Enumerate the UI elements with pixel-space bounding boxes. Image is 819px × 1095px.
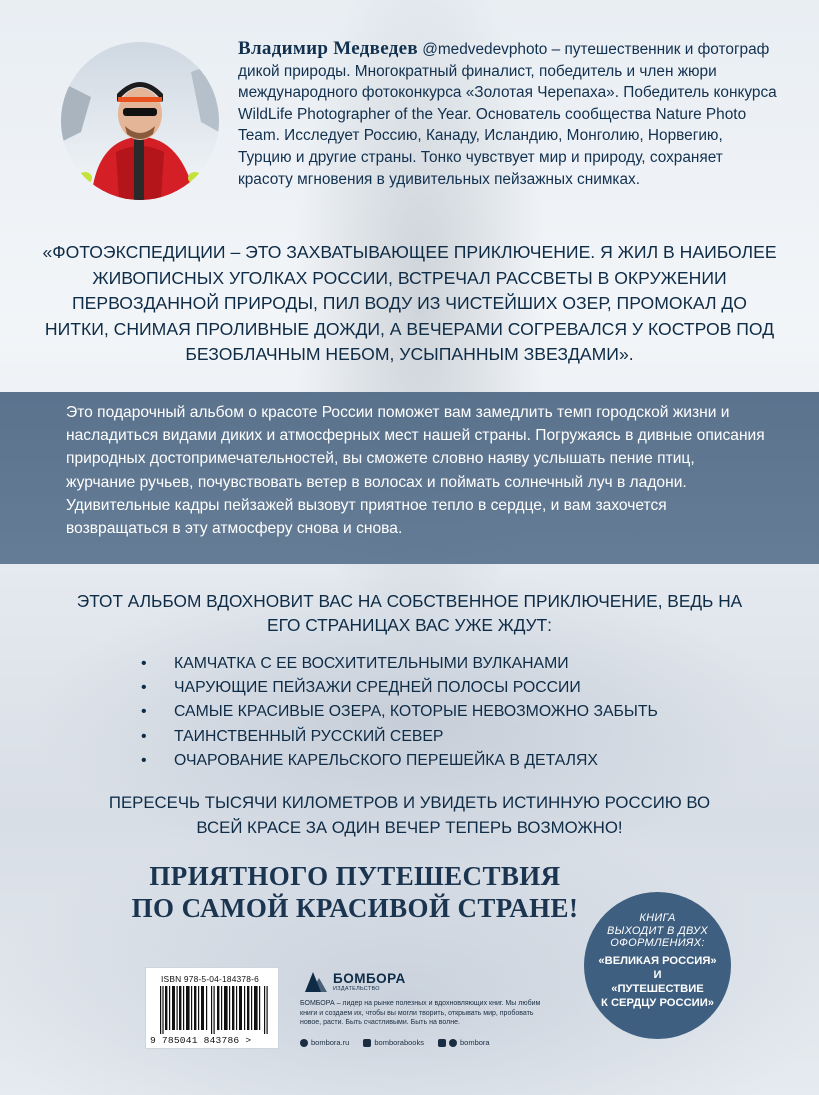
list-item: • КАМЧАТКА С ЕЕ ВОСХИТИТЕЛЬНЫМИ ВУЛКАНАМИ [141,652,701,676]
bullet-icon: • [141,751,147,769]
closing-statement: ПЕРЕСЕЧЬ ТЫСЯЧИ КИЛОМЕТРОВ И УВИДЕТЬ ИСТИННУЮ РОССИЮ ВО ВСЕЙ КРАСЕ ЗА ОДИН ВЕЧЕР ТЕПЕРЬ ВОЗМОЖНО! [108,793,711,837]
bullet-icon: • [141,703,147,721]
list-item: • САМЫЕ КРАСИВЫЕ ОЗЕРА, КОТОРЫЕ НЕВОЗМОЖНО ЗАБЫТЬ [141,700,701,724]
author-photo [61,42,219,200]
author-bio [238,38,778,190]
tagline-line-2: ПО САМОЙ КРАСИВОЙ СТРАНЕ! [131,893,579,923]
list-item: • ТАИНСТВЕННЫЙ РУССКИЙ СЕВЕР [141,725,701,749]
bullet-icon: • [141,679,147,697]
tagline [90,860,620,924]
publisher-subtitle: ИЗДАТЕЛЬСТВО [333,986,380,992]
publisher-link-books[interactable]: bomborabooks [363,1038,424,1047]
publisher-name: БОМБОРА [333,971,406,986]
edition-badge [584,892,731,1039]
album-intro: ЭТОТ АЛЬБОМ ВДОХНОВИТ ВАС НА СОБСТВЕННОЕ ПРИКЛЮЧЕНИЕ, ВЕДЬ НА ЕГО СТРАНИЦАХ ВАС УЖЕ ЖДУТ: [76,591,743,635]
author-bio-text: @medvedevphoto – путешественник и фотограф дикой природы. Многократный финалист, победитель и член жюри международного фотоконкурса «Золотая Черепаха». Победитель конкурса WildLife Photographer of the Year. Основатель сообщества Nature Photo Team. Исследует Россию, Канаду, Исландию, Монголию, Норвегию, Турцию и другие страны. Тонко чувствует мир и природу, сохраняет красоту мгновения в удивительных пейзажных снимках. [238,41,777,188]
tagline-line-1: ПРИЯТНОГО ПУТЕШЕСТВИЯ [149,861,561,891]
barcode-digits: 9 785041 843786 > [150,1035,252,1046]
list-item: • ЧАРУЮЩИЕ ПЕЙЗАЖИ СРЕДНЕЙ ПОЛОСЫ РОССИИ [141,676,701,700]
bullet-icon: • [141,727,147,745]
publisher-link-website[interactable]: bombora.ru [300,1038,349,1047]
author-name: Владимир Медведев [238,38,418,59]
publisher-link-social[interactable]: bombora [438,1038,490,1047]
messenger-icon [449,1039,457,1047]
edition-intro: КНИГА ВЫХОДИТ В ДВУХ ОФОРМЛЕНИЯХ: [606,912,709,949]
publisher-links [300,1038,560,1047]
isbn-barcode [145,967,279,1049]
edition-titles: «ВЕЛИКАЯ РОССИЯ» И «ПУТЕШЕСТВИЕ К СЕРДЦУ РОССИИ» [598,954,717,1009]
isbn-label: ISBN 978-5-04-184378-6 [161,974,259,984]
author-quote: «ФОТОЭКСПЕДИЦИИ – ЭТО ЗАХВАТЫВАЮЩЕЕ ПРИКЛЮЧЕНИЕ. Я ЖИЛ В НАИБОЛЕЕ ЖИВОПИСНЫХ УГОЛКАХ РОССИИ, ВСТРЕЧАЛ РАССВЕТЫ В ОКРУЖЕНИИ ПЕРВОЗДАННОЙ ПРИРОДЫ, ПИЛ ВОДУ ИЗ ЧИСТЕЙШИХ ОЗЕР, ПРОМОКАЛ ДО НИТКИ, СНИМАЯ ПРОЛИВНЫЕ ДОЖДИ, А ВЕЧЕРАМИ СОГРЕВАЛСЯ У КОСТРОВ ПОД БЕЗОБЛАЧНЫМ НЕБОМ, УСЫПАННЫМ ЗВЕЗДАМИ». [42,242,777,364]
globe-icon [300,1039,308,1047]
list-item: • ОЧАРОВАНИЕ КАРЕЛЬСКОГО ПЕРЕШЕЙКА В ДЕТАЛЯХ [141,749,701,773]
features-list [141,652,701,773]
album-description: Это подарочный альбом о красоте России поможет вам замедлить темп городской жизни и насладиться видами диких и атмосферных мест нашей страны. Погружаясь в дивные описания природных достопримечательностей, вы сможете словно наяву услышать пение птиц, журчание ручьев, почувствовать ветер в волосах и поймать солнечный луч в ладони. Удивительные кадры пейзажей вызовут приятное тепло в сердце, и вам захочется возвращаться в эту атмосферу снова и снова. [66,404,765,538]
publisher-blurb: БОМБОРА – лидер на рынке полезных и вдохновляющих книг. Мы любим книги и создаем их, чтобы вы могли творить, открывать мир, пробовать новое, расти. Быть счастливыми. Быть на волне. [300,1000,541,1027]
bullet-icon: • [141,655,147,672]
social-icon [438,1039,446,1047]
social-icon [363,1039,371,1047]
barcode-icon [160,986,268,1034]
